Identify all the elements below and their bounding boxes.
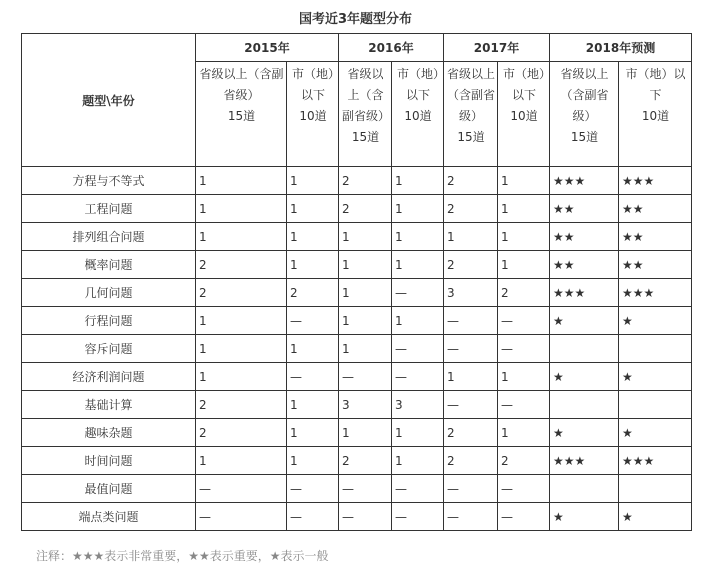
table-cell: 1 [339,307,392,335]
table-cell: — [287,307,339,335]
row-label: 行程问题 [22,307,196,335]
table-cell: ★★ [619,223,692,251]
sub-header-label: 省级以上（含副省级） [447,67,496,123]
row-label: 最值问题 [22,475,196,503]
table-row [22,419,692,447]
table-cell: 1 [392,307,444,335]
table-cell: ★ [619,307,692,335]
table-cell: 1 [287,251,339,279]
table-cell: — [498,307,550,335]
table-cell: 1 [196,223,287,251]
row-label: 趣味杂题 [22,419,196,447]
table-cell: — [196,503,287,531]
sub-header [550,62,619,167]
table-cell: ★★★ [619,447,692,475]
sub-header-label: 省级以上（含副省级） [199,67,284,102]
table-cell: ★ [550,503,619,531]
table-cell: 1 [392,195,444,223]
table-cell: — [444,475,498,503]
sub-header-count: 15道 [227,109,256,123]
table-cell: 1 [444,363,498,391]
table-cell: — [444,391,498,419]
table-row [22,447,692,475]
sub-header [339,62,392,167]
sub-header-count: 10道 [641,109,670,123]
table-row [22,475,692,503]
table-cell: 3 [339,391,392,419]
table-cell: 1 [339,335,392,363]
table-row [22,251,692,279]
table-cell [550,475,619,503]
table-cell: — [498,503,550,531]
row-label: 容斥问题 [22,335,196,363]
table-title: 国考近3年题型分布 [298,12,413,27]
table-cell: 1 [498,223,550,251]
table-row [22,167,692,195]
sub-header-label: 市（地）以下 [625,67,686,102]
sub-header [287,62,339,167]
table-cell: — [287,363,339,391]
table-cell: ★ [550,363,619,391]
table-cell: 1 [339,279,392,307]
table-cell: 3 [392,391,444,419]
year-header: 2017年 [444,34,550,62]
table-row [22,279,692,307]
table-cell: — [196,475,287,503]
table-cell: ★★ [619,251,692,279]
table-cell: ★★★ [619,167,692,195]
table-cell: 2 [196,419,287,447]
sub-header-label: 省级以上（含副省级） [560,67,609,123]
sub-header [444,62,498,167]
table-cell: — [444,335,498,363]
row-label: 几何问题 [22,279,196,307]
table-cell: 1 [287,335,339,363]
sub-header-label: 市（地）以下 [396,67,439,102]
table-cell [550,391,619,419]
table-cell: 1 [287,419,339,447]
sub-header-count: 15道 [351,130,380,144]
table-cell: 1 [196,195,287,223]
sub-header-label: 市（地）以下 [502,67,545,102]
table-row [22,195,692,223]
row-label: 经济利润问题 [22,363,196,391]
row-label: 工程问题 [22,195,196,223]
table-cell: 2 [339,447,392,475]
table-cell: ★★★ [550,167,619,195]
row-label: 概率问题 [22,251,196,279]
table-cell: 1 [287,167,339,195]
table-cell: — [339,475,392,503]
table-row [22,503,692,531]
table-cell: ★ [550,419,619,447]
table-cell: 2 [498,279,550,307]
row-label: 时间问题 [22,447,196,475]
table-cell: — [444,307,498,335]
table-cell: 2 [444,195,498,223]
sub-header-count: 10道 [510,109,538,123]
table-cell: 1 [392,167,444,195]
row-label: 排列组合问题 [22,223,196,251]
table-cell: 3 [444,279,498,307]
table-cell: — [392,363,444,391]
table-cell: 1 [339,223,392,251]
table-cell: ★★★ [550,447,619,475]
table-cell: 2 [339,167,392,195]
row-label: 端点类问题 [22,503,196,531]
table-cell: 2 [196,391,287,419]
table-row [22,335,692,363]
table-cell [619,335,692,363]
footnote: 注释：★★★表示非常重要，★★表示重要，★表示一般 [36,549,329,563]
table-cell [619,391,692,419]
table-cell: 1 [339,251,392,279]
table-cell: 1 [196,167,287,195]
table-body [22,167,692,531]
corner-header: 题型\年份 [22,34,196,167]
sub-header [619,62,692,167]
table-cell [550,335,619,363]
table-cell: ★★ [550,195,619,223]
table-cell: — [498,475,550,503]
table-cell: — [392,335,444,363]
sub-header-count: 15道 [457,130,485,144]
table-cell: — [339,503,392,531]
table-cell: ★ [550,307,619,335]
table-cell: 2 [196,279,287,307]
row-label: 基础计算 [22,391,196,419]
row-label: 方程与不等式 [22,167,196,195]
table-row [22,391,692,419]
table-cell: 1 [287,223,339,251]
table-cell: 1 [498,419,550,447]
table-header [22,34,692,167]
table-cell: 2 [444,167,498,195]
table-cell: 1 [196,307,287,335]
table-cell: 1 [287,195,339,223]
table-cell: 1 [498,363,550,391]
table-cell: — [392,503,444,531]
table-cell: 2 [196,251,287,279]
table-cell: 2 [444,419,498,447]
table-cell: 1 [196,363,287,391]
sub-header [392,62,444,167]
year-header: 2015年 [196,34,339,62]
table-cell: — [392,279,444,307]
table-cell: 1 [498,251,550,279]
table-cell: 1 [392,223,444,251]
table-cell: ★★ [619,195,692,223]
table-cell: 2 [498,447,550,475]
table-cell: ★★★ [550,279,619,307]
sub-header-count: 10道 [404,109,432,123]
sub-header-count: 15道 [570,130,599,144]
table-cell: 1 [339,419,392,447]
table-cell: — [339,363,392,391]
year-header: 2018年预测 [550,34,692,62]
table-cell: 1 [196,335,287,363]
table-cell: ★★★ [619,279,692,307]
table-cell: 2 [444,251,498,279]
sub-header-count: 10道 [299,109,327,123]
table-cell: — [287,503,339,531]
table-row [22,363,692,391]
table-cell: — [444,503,498,531]
table-cell: ★ [619,503,692,531]
table-row [22,307,692,335]
sub-header-label: 市（地）以下 [291,67,334,102]
table-cell: 1 [196,447,287,475]
table-cell: — [287,475,339,503]
table-cell: 2 [339,195,392,223]
table-cell: — [498,335,550,363]
table-cell: 1 [392,251,444,279]
table-cell [619,475,692,503]
table-cell: 1 [287,391,339,419]
table-cell: 1 [498,195,550,223]
table-cell: 2 [444,447,498,475]
table-cell: 1 [392,419,444,447]
table-cell: ★★ [550,251,619,279]
sub-header-label: 省级以上（含副省级） [342,67,391,123]
table-cell: — [498,391,550,419]
table-cell: 1 [498,167,550,195]
table-cell: 2 [287,279,339,307]
table-cell: ★★ [550,223,619,251]
table-cell: 1 [287,447,339,475]
question-type-table [21,33,692,531]
table-cell: ★ [619,419,692,447]
table-row [22,223,692,251]
table-cell: 1 [444,223,498,251]
sub-header [196,62,287,167]
table-cell: — [392,475,444,503]
year-header: 2016年 [339,34,444,62]
sub-header [498,62,550,167]
table-cell: ★ [619,363,692,391]
table-cell: 1 [392,447,444,475]
